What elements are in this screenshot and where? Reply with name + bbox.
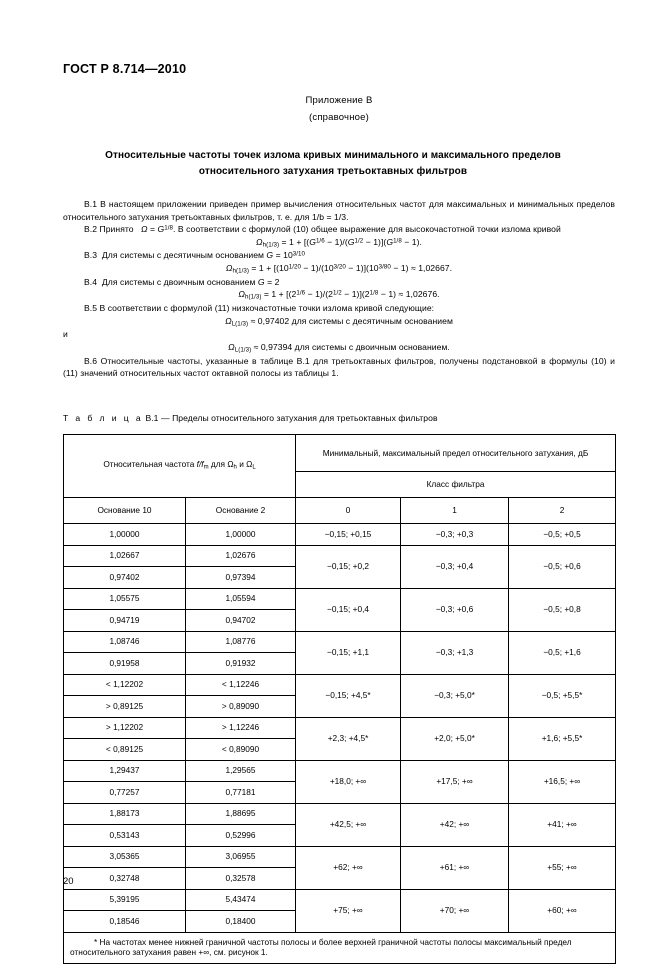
- cell-base10: 0,32748: [64, 868, 186, 890]
- formula-b2: $\Omega_{h(1/3)} = 1 + [(G^{1/6} - 1)/(G^{1/2} - 1)](G^{1/8} - 1)$.: [256, 236, 422, 249]
- cell-base10: 1,08746: [64, 631, 186, 653]
- paragraph-b2-pre: В.2 Принято: [84, 224, 134, 235]
- formula-b3: $\Omega_{h(1/3)} = 1 + [(10^{1/20} - 1)/(10^{3/20} - 1)](10^{3/80} - 1) \approx 1,02667$.: [225, 262, 453, 275]
- cell-class-0: +75; +∞: [296, 889, 401, 932]
- cell-base2: 1,05594: [186, 588, 296, 610]
- cell-base10: 0,91958: [64, 653, 186, 675]
- paragraph-b6: В.6 Относительные частоты, указанные в таблице В.1 для третьоктавных фильтров, получены подстановкой в формулы (10) и (11) значений относительных частот октавной полосы из таблицы 1.: [63, 355, 615, 379]
- paragraph-b1: В.1 В настоящем приложении приведен пример вычисления относительных частот для максимальных и минимальных пределов относительного затухания третьоктавных фильтров, т. е. для 1/b = 1/3.: [63, 199, 615, 222]
- standard-number: ГОСТ Р 8.714—2010: [63, 62, 187, 76]
- cell-base2: 0,97394: [186, 567, 296, 589]
- table-row: [64, 889, 616, 911]
- cell-class-2: −0,5; +0,8: [509, 588, 616, 631]
- annex-heading-block: [63, 95, 615, 123]
- attenuation-limits-table: [63, 434, 616, 964]
- annex-kind: (справочное): [309, 112, 369, 123]
- cell-base10: > 1,12202: [64, 717, 186, 739]
- cell-class-0: +42,5; +∞: [296, 803, 401, 846]
- header-frequency-pre: Относительная частота: [103, 459, 195, 470]
- cell-class-1: +70; +∞: [401, 889, 509, 932]
- cell-base10: < 0,89125: [64, 739, 186, 761]
- cell-base10: 0,94719: [64, 610, 186, 632]
- cell-base2: 0,18400: [186, 911, 296, 933]
- cell-class-1: −0,3; +0,4: [401, 545, 509, 588]
- cell-class-1: −0,3; +0,3: [401, 524, 509, 546]
- cell-class-0: −0,15; +4,5*: [296, 674, 401, 717]
- cell-class-2: +60; +∞: [509, 889, 616, 932]
- cell-base2: > 1,12246: [186, 717, 296, 739]
- cell-base2: 1,00000: [186, 524, 296, 546]
- header-frequency-sub2: h: [233, 464, 237, 471]
- cell-base2: 3,06955: [186, 846, 296, 868]
- table-caption-prefix: Т а б л и ц а: [63, 413, 143, 423]
- cell-base2: > 0,89090: [186, 696, 296, 718]
- cell-base2: 1,02676: [186, 545, 296, 567]
- cell-class-2: −0,5; +1,6: [509, 631, 616, 674]
- cell-base2: 1,29565: [186, 760, 296, 782]
- header-frequency-col: [64, 435, 296, 498]
- table-row: [64, 717, 616, 739]
- page-title-line2: относительного затухания третьоктавных фильтров: [198, 165, 468, 177]
- cell-base2: < 1,12246: [186, 674, 296, 696]
- paragraph-b2: В.2 Принято $\Omega = G^{1/8}$. В соответствии с формулой (10) общее выражение для высокочастотной точки излома кривой: [84, 224, 561, 235]
- table-row: [64, 760, 616, 782]
- annex-label: Приложение В: [305, 95, 373, 106]
- header-limits: Минимальный, максимальный предел относительного затухания, дБ: [296, 435, 616, 472]
- cell-class-0: +18,0; +∞: [296, 760, 401, 803]
- header-frequency-symbol: f/f: [196, 459, 204, 470]
- cell-base10: 1,29437: [64, 760, 186, 782]
- cell-class-0: −0,15; +0,15: [296, 524, 401, 546]
- cell-class-1: +42; +∞: [401, 803, 509, 846]
- header-frequency-mid: для Ω: [210, 459, 234, 470]
- paragraph-b3: В.3 Для системы с десятичным основанием $G = 10^{3/10}$: [84, 250, 306, 261]
- cell-base10: 1,05575: [64, 588, 186, 610]
- header-filter-class: Класс фильтра: [296, 472, 616, 498]
- cell-base10: 0,77257: [64, 782, 186, 804]
- cell-base10: > 0,89125: [64, 696, 186, 718]
- header-base10: Основание 10: [64, 498, 186, 524]
- cell-base2: 1,88695: [186, 803, 296, 825]
- table-footnote: * На частотах менее нижней граничной частоты полосы и более верхней граничной частоты полосы максимальный предел относительного затухания равен +∞, см. рисунок 1.: [64, 932, 616, 964]
- cell-class-0: −0,15; +0,4: [296, 588, 401, 631]
- cell-base2: 0,91932: [186, 653, 296, 675]
- cell-class-1: +2,0; +5,0*: [401, 717, 509, 760]
- table-head: [64, 435, 616, 524]
- cell-base2: 1,08776: [186, 631, 296, 653]
- body-content: [63, 198, 615, 380]
- paragraph-b4: В.4 Для системы с двоичным основанием G = 2: [84, 276, 280, 287]
- formula-b5a: $\Omega_{L(1/3)} \approx 0,97402$ для системы с десятичным основанием: [225, 315, 453, 328]
- header-frequency-sub3: L: [252, 464, 256, 471]
- page-title: [83, 148, 583, 179]
- cell-class-1: −0,3; +1,3: [401, 631, 509, 674]
- cell-base10: 0,18546: [64, 911, 186, 933]
- table-row: [64, 545, 616, 567]
- cell-class-0: −0,15; +1,1: [296, 631, 401, 674]
- cell-class-2: +1,6; +5,5*: [509, 717, 616, 760]
- table-row: [64, 674, 616, 696]
- table-row: [64, 631, 616, 653]
- table-caption-number: В.1: [145, 413, 159, 423]
- header-class-1: 1: [401, 498, 509, 524]
- cell-base10: 3,05365: [64, 846, 186, 868]
- cell-base10: 5,39195: [64, 889, 186, 911]
- paragraph-b5: В.5 В соответствии с формулой (11) низкочастотные точки излома кривой следующие:: [84, 302, 435, 313]
- cell-base10: 1,02667: [64, 545, 186, 567]
- cell-base2: < 0,89090: [186, 739, 296, 761]
- header-class-0: 0: [296, 498, 401, 524]
- cell-base10: 0,53143: [64, 825, 186, 847]
- cell-base10: 1,00000: [64, 524, 186, 546]
- cell-class-1: −0,3; +0,6: [401, 588, 509, 631]
- cell-base2: 5,43474: [186, 889, 296, 911]
- cell-class-2: +55; +∞: [509, 846, 616, 889]
- cell-class-2: −0,5; +5,5*: [509, 674, 616, 717]
- header-base2: Основание 2: [186, 498, 296, 524]
- cell-base10: < 1,12202: [64, 674, 186, 696]
- table-foot: [64, 932, 616, 964]
- cell-base10: 0,97402: [64, 567, 186, 589]
- cell-class-1: −0,3; +5,0*: [401, 674, 509, 717]
- table-header-row-3: [64, 498, 616, 524]
- conjunction-and: и: [63, 329, 68, 340]
- cell-base10: 1,88173: [64, 803, 186, 825]
- formula-b5b: $\Omega_{L(1/3)} \approx 0,97394$ для системы с двоичным основанием.: [228, 341, 450, 354]
- page-title-line1: Относительные частоты точек излома кривых минимального и максимального пределов: [105, 150, 561, 161]
- cell-class-2: −0,5; +0,5: [509, 524, 616, 546]
- table-row: [64, 803, 616, 825]
- cell-class-1: +17,5; +∞: [401, 760, 509, 803]
- table-row: [64, 846, 616, 868]
- cell-class-2: +41; +∞: [509, 803, 616, 846]
- cell-class-2: +16,5; +∞: [509, 760, 616, 803]
- table-caption-text: Пределы относительного затухания для третьоктавных фильтров: [172, 413, 438, 423]
- cell-class-2: −0,5; +0,6: [509, 545, 616, 588]
- formula-b4: $\Omega_{h(1/3)} = 1 + [(2^{1/6} - 1)/(2^{1/2} - 1)](2^{1/8} - 1) \approx 1,02676$.: [238, 289, 440, 301]
- header-class-2: 2: [509, 498, 616, 524]
- table-header-row-1: [64, 435, 616, 472]
- page-number: 20: [63, 876, 74, 887]
- cell-base2: 0,52996: [186, 825, 296, 847]
- cell-class-0: +62; +∞: [296, 846, 401, 889]
- cell-class-0: −0,15; +0,2: [296, 545, 401, 588]
- paragraph-b2-post: . В соответствии с формулой (10) общее выражение для высокочастотной точки излома кривой: [173, 224, 561, 235]
- table-body: [64, 524, 616, 933]
- cell-base2: 0,32578: [186, 868, 296, 890]
- cell-base2: 0,94702: [186, 610, 296, 632]
- table-footnote-row: [64, 932, 616, 964]
- cell-class-1: +61; +∞: [401, 846, 509, 889]
- header-frequency-and: и Ω: [239, 459, 253, 470]
- table-caption-dash: —: [160, 413, 170, 423]
- table-caption: [63, 413, 438, 423]
- table-row: [64, 588, 616, 610]
- table-row: [64, 524, 616, 546]
- cell-class-0: +2,3; +4,5*: [296, 717, 401, 760]
- cell-base2: 0,77181: [186, 782, 296, 804]
- header-frequency-sub: m: [203, 464, 209, 471]
